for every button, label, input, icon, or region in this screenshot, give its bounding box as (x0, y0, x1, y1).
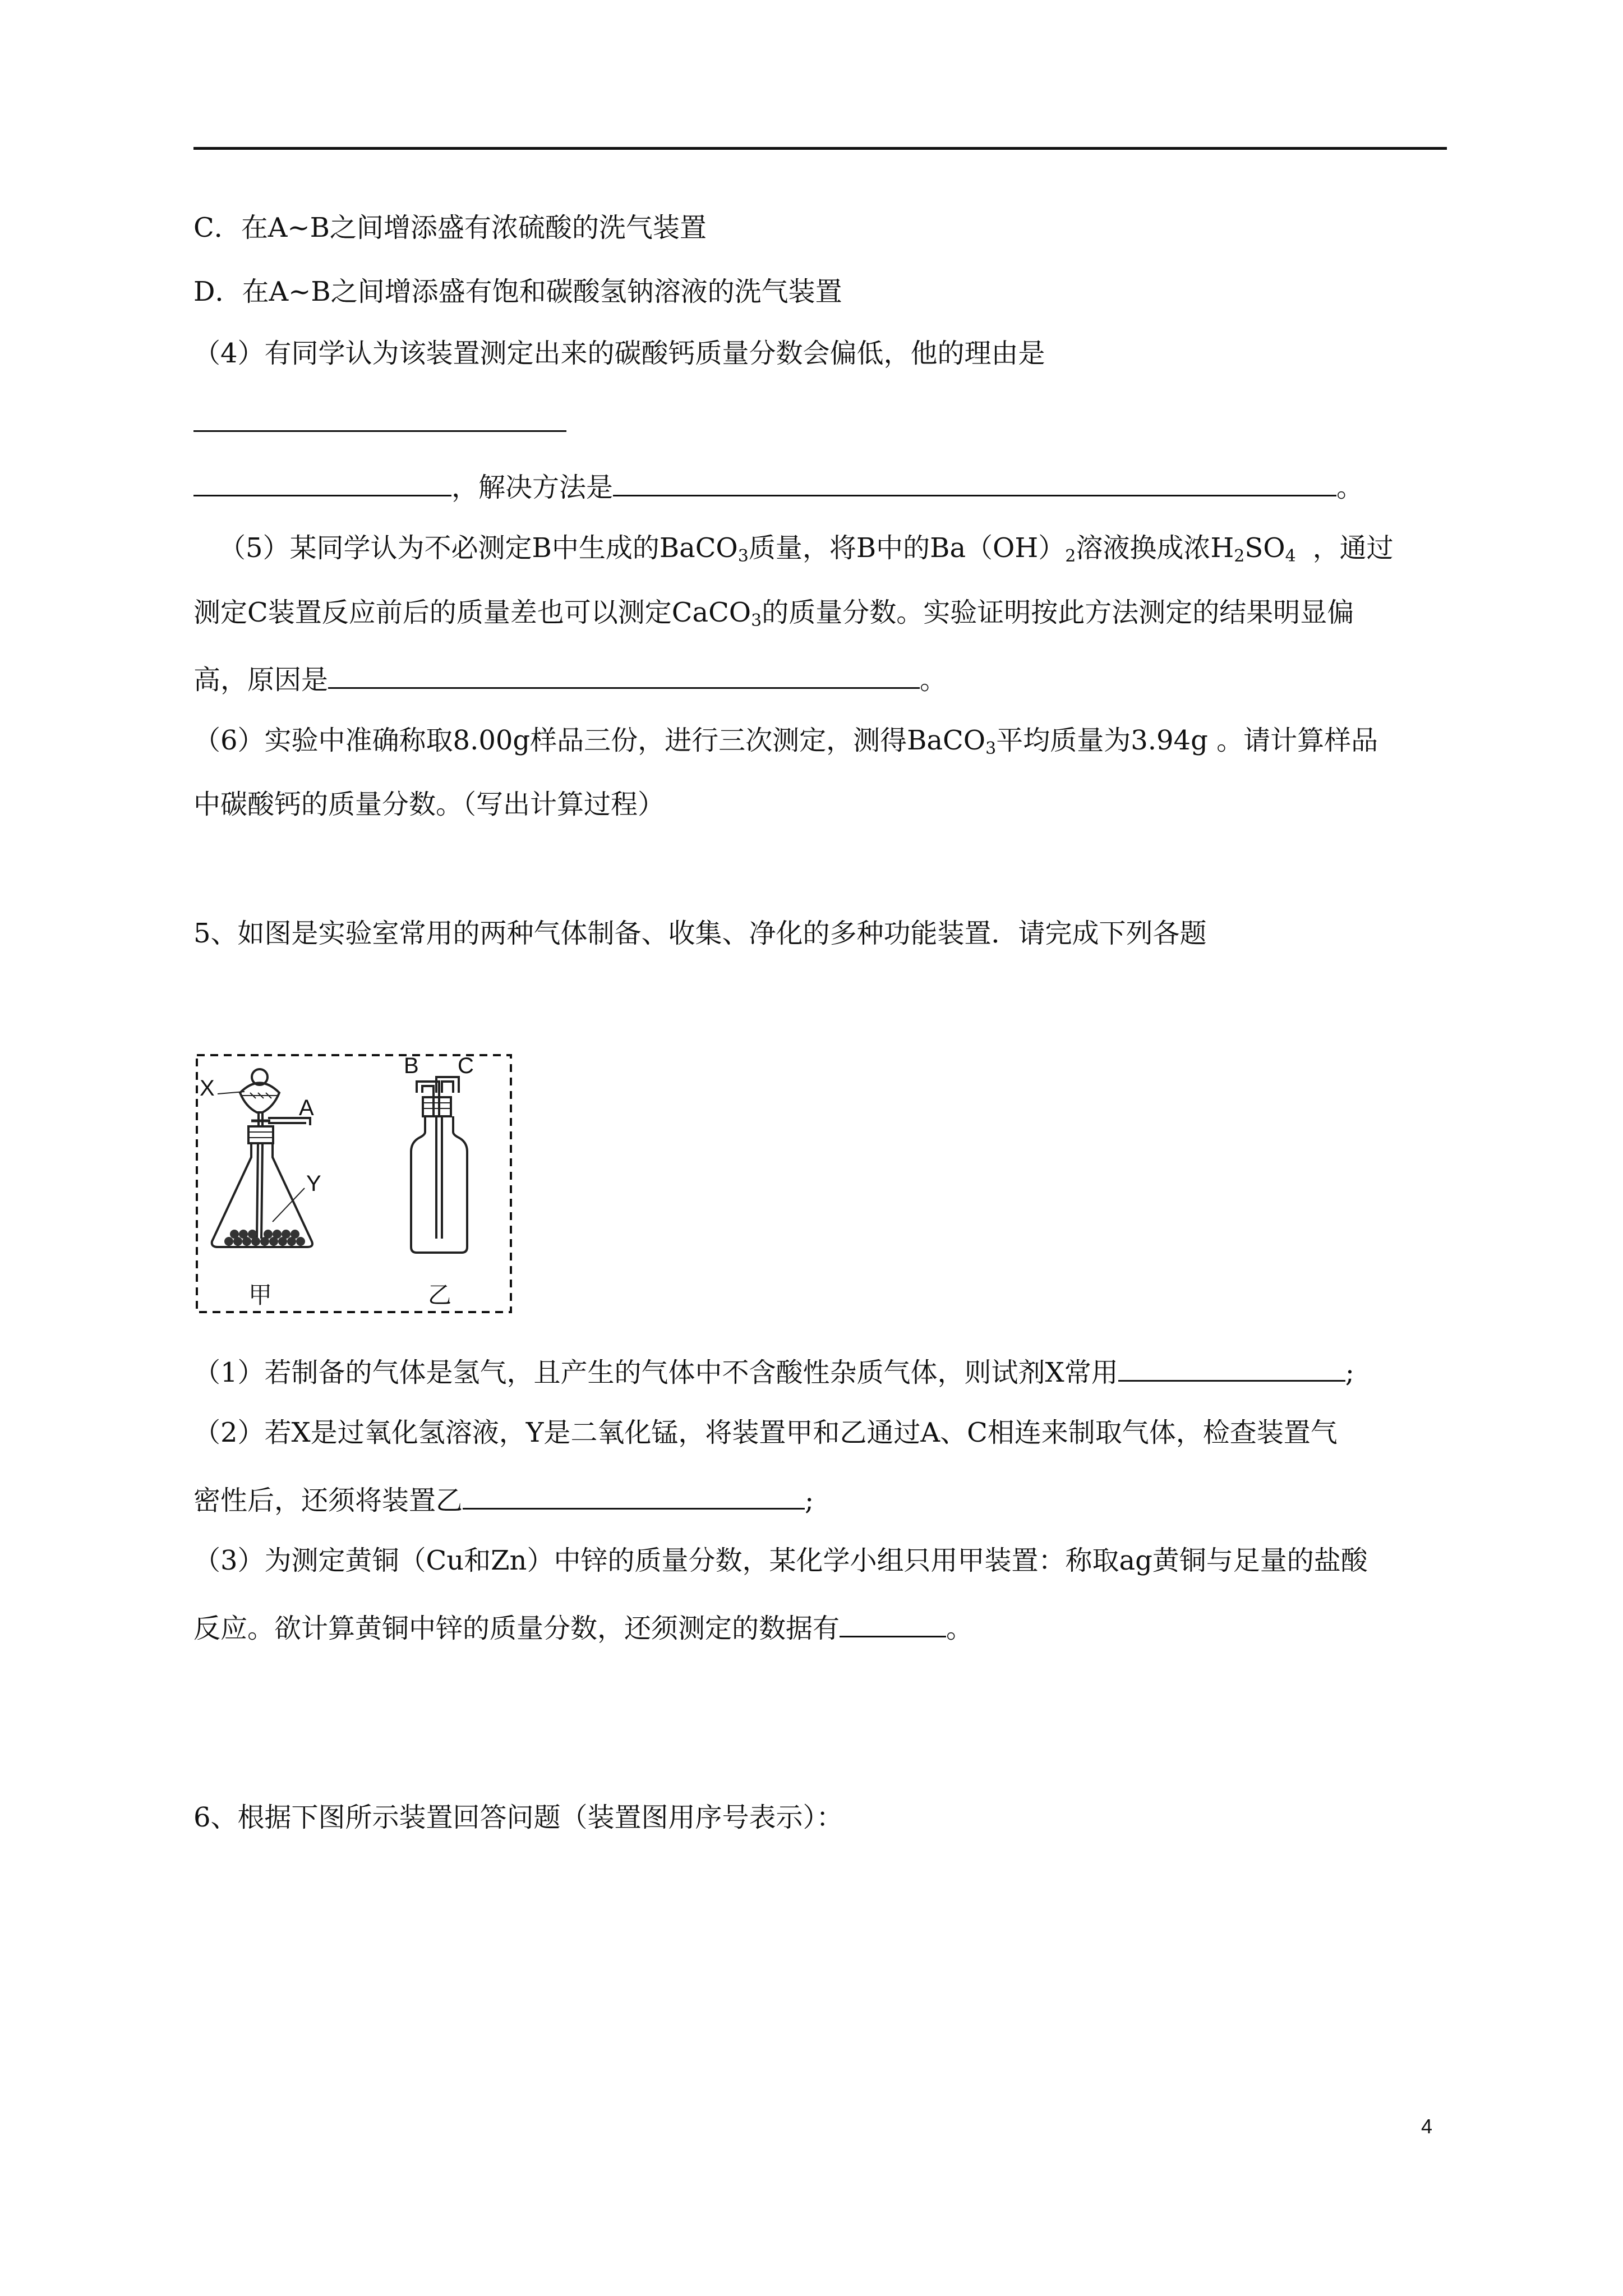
p5-q1-end: ; (1345, 1357, 1354, 1388)
header-rule (193, 147, 1447, 150)
bottle-stopper (423, 1097, 451, 1116)
q6-text-b: 平均质量为3.94g 。请计算样品 (996, 725, 1378, 756)
question-4: （4）有同学认为该装置测定出来的碳酸钙质量分数会偏低，他的理由是 (193, 338, 1045, 369)
answer-blank[interactable] (193, 401, 566, 432)
answer-line-4a (193, 401, 566, 441)
flask-stopper (248, 1126, 273, 1143)
apparatus-jia (212, 1069, 312, 1247)
p5-q2-text: 密性后，还须将装置乙 (193, 1485, 463, 1516)
subscript: 3 (737, 546, 749, 566)
label-x: X (200, 1076, 215, 1101)
caption-yi: 乙 (428, 1281, 452, 1309)
subscript: 3 (751, 611, 762, 631)
q4-end: 。 (1336, 472, 1364, 503)
caption-jia: 甲 (248, 1281, 273, 1309)
washing-bottle (411, 1116, 467, 1253)
q5-text-e: ，通过 (1312, 532, 1394, 564)
q5-text-f: 测定C装置反应前后的质量差也可以测定CaCO (193, 597, 751, 628)
answer-line-4b (193, 466, 1363, 505)
label-b: B (404, 1053, 419, 1078)
problem-6-title: 6、根据下图所示装置回答问题（装置图用序号表示）： (193, 1802, 843, 1833)
label-c: C (458, 1053, 474, 1078)
problem-5-q2a: （2）若X是过氧化氢溶液，Y是二氧化锰，将装置甲和乙通过A、C相连来制取气体，检查装置气 (193, 1417, 1338, 1448)
question-5-line1 (219, 530, 1394, 566)
apparatus-yi (411, 1077, 467, 1253)
question-6-line1 (193, 723, 1378, 758)
answer-blank[interactable] (463, 1479, 805, 1510)
subscript: 2 (1234, 546, 1245, 566)
question-5-line3 (193, 658, 947, 698)
subscript: 3 (985, 739, 997, 758)
separatory-funnel (240, 1083, 279, 1113)
option-d: D．在A~B之间增添盛有饱和碳酸氢钠溶液的洗气装置 (193, 276, 842, 307)
p5-q2-end: ; (805, 1485, 814, 1516)
question-6-line2: 中碳酸钙的质量分数。（写出计算过程） (193, 789, 665, 820)
problem-5-q3b (193, 1607, 973, 1646)
q5-reason-label: 高，原因是 (193, 664, 329, 696)
q4-solution-label: ，解决方法是 (451, 472, 614, 503)
problem-5-q3a: （3）为测定黄铜（Cu和Zn）中锌的质量分数，某化学小组只用甲装置：称取ag黄铜与足量的盐酸 (193, 1545, 1368, 1576)
apparatus-figure (195, 1053, 513, 1314)
subscript: 4 (1285, 546, 1296, 566)
p5-q3-text: 反应。欲计算黄铜中锌的质量分数，还须测定的数据有 (193, 1613, 840, 1644)
q5-text-g: 的质量分数。实验证明按此方法测定的结果明显偏 (762, 597, 1354, 628)
label-a: A (299, 1096, 314, 1120)
answer-blank[interactable] (193, 466, 451, 496)
answer-blank[interactable] (1118, 1351, 1345, 1382)
q5-text-c: 溶液换成浓H (1076, 532, 1234, 564)
label-y: Y (306, 1171, 321, 1196)
answer-blank[interactable] (613, 466, 1336, 496)
p5-q1-text: （1）若制备的气体是氢气，且产生的气体中不含酸性杂质气体，则试剂X常用 (193, 1357, 1118, 1388)
problem-5-q1 (193, 1351, 1354, 1391)
page-number: 4 (1421, 2115, 1433, 2138)
subscript: 2 (1065, 546, 1076, 566)
q5-text-b: 质量，将B中的Ba（OH） (748, 532, 1066, 564)
funnel-stem (257, 1143, 258, 1239)
problem-5-q2b (193, 1479, 814, 1519)
q5-text-a: （5）某同学认为不必测定B中生成的BaCO (219, 532, 738, 564)
p5-q3-end: 。 (946, 1613, 974, 1644)
figure-dashed-border (197, 1055, 511, 1312)
solid-particles (224, 1230, 305, 1246)
q5-text-d: SO (1244, 532, 1285, 564)
answer-blank[interactable] (840, 1607, 946, 1637)
problem-5-title: 5、如图是实验室常用的两种气体制备、收集、净化的多种功能装置．请完成下列各题 (193, 918, 1207, 949)
question-5-line2 (193, 595, 1354, 631)
answer-blank[interactable] (328, 658, 920, 689)
option-c: C．在A~B之间增添盛有浓硫酸的洗气装置 (193, 212, 707, 243)
q5-end: 。 (920, 664, 947, 696)
q6-text-a: （6）实验中准确称取8.00g样品三份，进行三次测定，测得BaCO (193, 725, 986, 756)
